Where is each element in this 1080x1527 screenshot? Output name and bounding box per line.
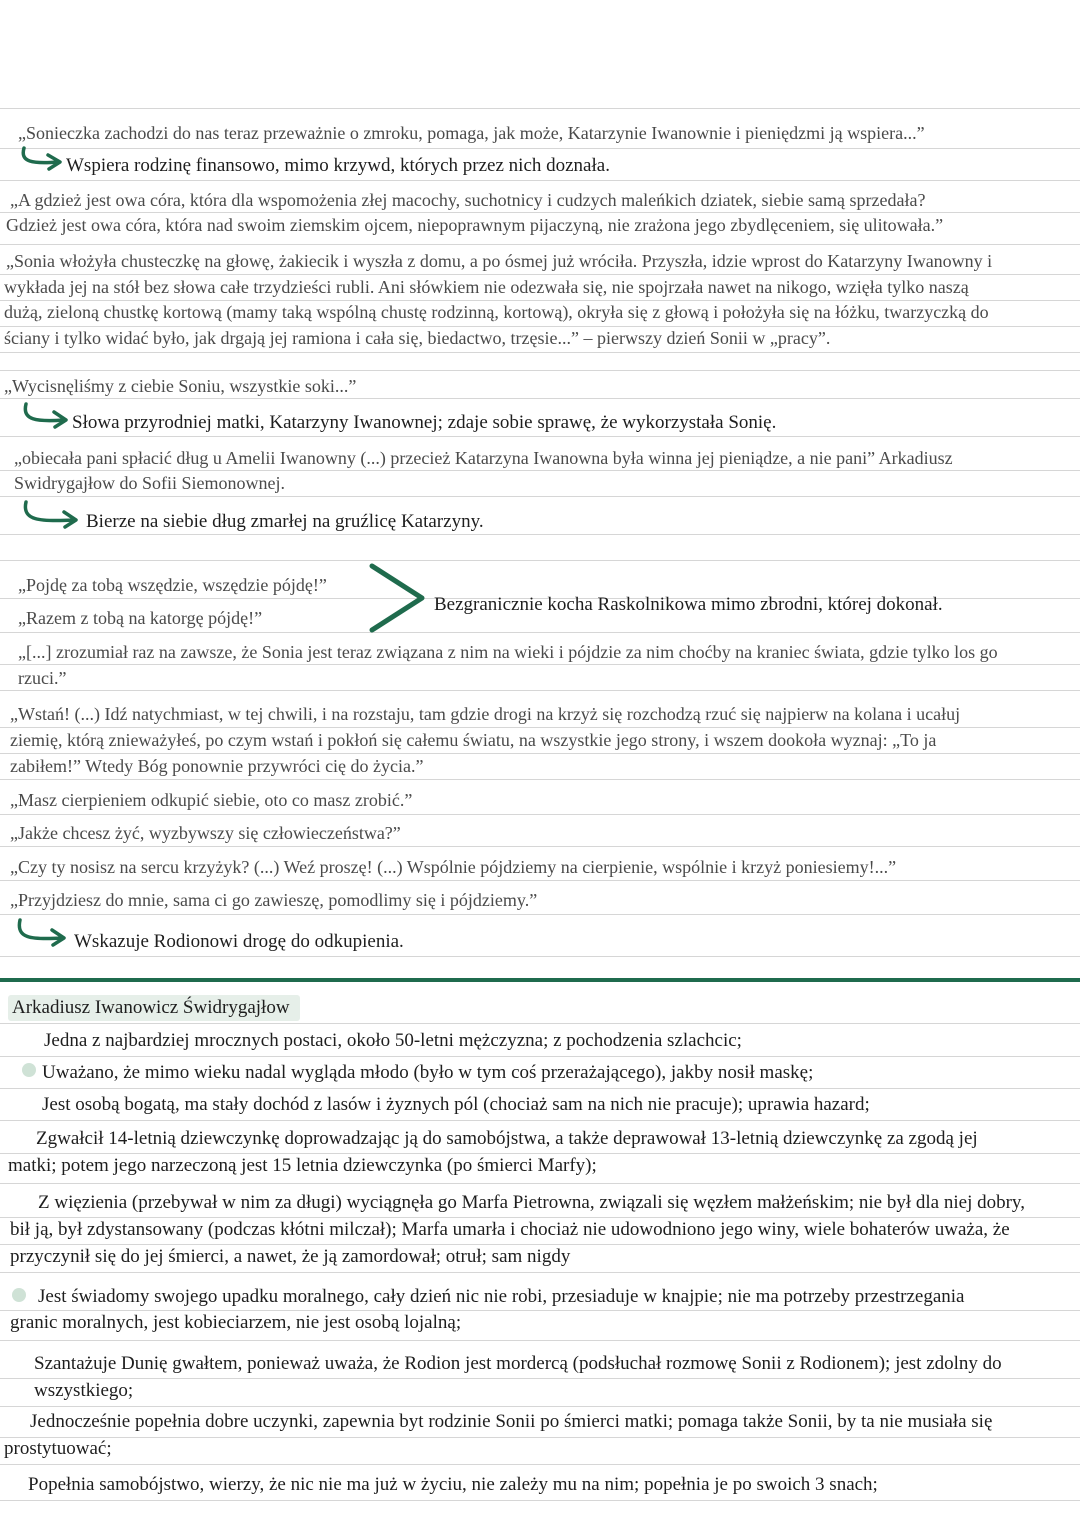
section-heading: Arkadiusz Iwanowicz Świdrygajłow — [12, 997, 290, 1018]
curved-arrow-icon — [14, 918, 68, 948]
character-trait: wszystkiego; — [34, 1380, 134, 1401]
quote-text: „Czy ty nosisz na sercu krzyżyk? (...) Weź proszę! (...) Wspólnie pójdziemy na cierpienie, wspólnie i krzyż poniesiemy!...” — [10, 857, 897, 877]
quote-text: „Masz cierpieniem odkupić siebie, oto co masz zrobić.” — [10, 790, 413, 810]
quote-text: rzuci.” — [18, 668, 67, 688]
character-trait: granic moralnych, jest kobieciarzem, nie jest osobą lojalną; — [10, 1312, 462, 1333]
character-trait: Szantażuje Dunię gwałtem, ponieważ uważa, że Rodion jest mordercą (podsłuchał rozmowę Sonii z Rodionem); jest zdolny do — [34, 1353, 1002, 1374]
character-trait: Jest osobą bogatą, ma stały dochód z lasów i żyznych pól (chociaż sam na nich nie pracuje); uprawia hazard; — [42, 1094, 870, 1115]
quote-text: „Sonia włożyła chusteczkę na głowę, żakiecik i wyszła z domu, a po ósmej już wróciła. Przyszła, idzie wprost do Katarzyny Iwanowny i — [6, 251, 993, 271]
curved-arrow-icon — [20, 402, 70, 430]
character-trait: Jest świadomy swojego upadku moralnego, cały dzień nic nie robi, przesiaduje w knajpie; nie ma potrzeby przestrzegania — [38, 1286, 965, 1307]
note-text: Bezgranicznie kocha Raskolnikowa mimo zbrodni, której dokonał. — [434, 594, 943, 615]
note-text: Bierze na siebie dług zmarłej na gruźlicę Katarzyny. — [86, 511, 484, 532]
quote-text: Swidrygajłow do Sofii Siemonownej. — [14, 473, 285, 493]
greater-than-bracket-icon — [366, 562, 428, 634]
character-trait: Z więzienia (przebywał w nim za długi) wyciągnęła go Marfa Pietrowna, związali się węzłem małżeńskim; nie był dla niej dobry, — [38, 1192, 1025, 1213]
curved-arrow-icon — [18, 146, 64, 172]
character-trait: bił ją, był zdystansowany (podczas kłótni milczał); Marfa umarła i chociaż nie udowodniono jego winy, wiele bohaterów uważa, że — [10, 1219, 1010, 1240]
bullet-icon — [22, 1063, 36, 1077]
quote-text: wykłada jej na stół bez słowa całe trzydzieści rubli. Ani słówkiem nie odezwała się, nie spojrzała nawet na nikogo, wzięła tylko naszą — [4, 277, 969, 297]
quote-text: „A gdzież jest owa córa, która dla wspomożenia złej macochy, suchotnicy i cudzych maleńkich dziatek, siebie samą sprzedała? — [10, 190, 926, 210]
character-trait: Jednocześnie popełnia dobre uczynki, zapewnia byt rodzinie Sonii po śmierci matki; pomaga także Sonii, by ta nie musiała się — [30, 1411, 993, 1432]
character-trait: Jedna z najbardziej mrocznych postaci, około 50-letni mężczyzna; z pochodzenia szlachcic; — [44, 1030, 742, 1051]
quote-text: „[...] zrozumiał raz na zawsze, że Sonia jest teraz związana z nim na wieki i pójdzie za nim choćby na kraniec świata, gdzie tylko los go — [18, 642, 998, 662]
section-divider — [0, 978, 1080, 982]
bullet-icon — [12, 1288, 26, 1302]
quote-text: „Wstań! (...) Idź natychmiast, w tej chwili, i na rozstaju, tam gdzie drogi na krzyż się rozchodzą rzuć się najpierw na kolana i ucałuj — [10, 704, 961, 724]
note-text: Wspiera rodzinę finansowo, mimo krzywd, których przez nich doznała. — [66, 155, 610, 176]
character-trait: Uważano, że mimo wieku nadal wygląda młodo (było w tym coś przerażającego), jakby nosił maskę; — [42, 1062, 814, 1083]
quote-text: ziemię, którą znieważyłeś, po czym wstań i pokłoń się całemu światu, na wszystkie jego strony, i wszem dookoła wyznaj: „To ja — [10, 730, 937, 750]
quote-text: „Pojdę za tobą wszędzie, wszędzie pójdę!” — [18, 575, 327, 595]
character-trait: Popełnia samobójstwo, wierzy, że nic nie ma już w życiu, nie zależy mu na nim; popełnia je po swoich 3 snach; — [28, 1474, 878, 1495]
quote-text: „Przyjdziesz do mnie, sama ci go zawieszę, pomodlimy się i pójdziemy.” — [10, 890, 538, 910]
quote-text: zabiłem!” Wtedy Bóg ponownie przywróci cię do życia.” — [10, 756, 424, 776]
character-trait: przyczynił się do jej śmierci, a nawet, że ją zamordował; otruł; sam nigdy — [10, 1246, 571, 1267]
character-trait: matki; potem jego narzeczoną jest 15 letnia dziewczynka (po śmierci Marfy); — [8, 1155, 597, 1176]
curved-arrow-icon — [20, 500, 80, 530]
quote-text: „Jakże chcesz żyć, wyzbywszy się człowieczeństwa?” — [10, 823, 401, 843]
quote-text: ściany i tylko widać było, jak drgają jej ramiona i cała się, biedactwo, trzęsie...” – pierwszy dzień Sonii w „pracy”. — [4, 328, 831, 348]
note-text: Wskazuje Rodionowi drogę do odkupienia. — [74, 931, 404, 952]
quote-text: Gdzież jest owa córa, która nad swoim ziemskim ojcem, niepoprawnym pijaczyną, nie zrażona jego zbydlęceniem, się ulitowała.” — [6, 215, 944, 235]
character-trait: Zgwałcił 14-letnią dziewczynkę doprowadzając ją do samobójstwa, a także deprawował 13-letnią dziewczynkę za zgodą jej — [36, 1128, 978, 1149]
character-trait: prostytuować; — [4, 1438, 112, 1459]
note-text: Słowa przyrodniej matki, Katarzyny Iwanownej; zdaje sobie sprawę, że wykorzystała Sonię. — [72, 412, 777, 433]
quote-text: „Wycisnęliśmy z ciebie Soniu, wszystkie soki...” — [4, 376, 357, 396]
quote-text: „Razem z tobą na katorgę pójdę!” — [18, 608, 263, 628]
quote-text: „Sonieczka zachodzi do nas teraz przeważnie o zmroku, pomaga, jak może, Katarzynie Iwanownie i pieniędzmi ją wspiera...” — [18, 123, 925, 143]
quote-text: dużą, zieloną chustkę kortową (mamy taką wspólną chustę rodzinną, kortową), okryła się z głową i położyła się na łóżku, twarzyczką do — [4, 302, 989, 322]
quote-text: „obiecała pani spłacić dług u Amelii Iwanowny (...) przecież Katarzyna Iwanowna była winna jej pieniądze, a nie pani” Arkadiusz — [14, 448, 953, 468]
